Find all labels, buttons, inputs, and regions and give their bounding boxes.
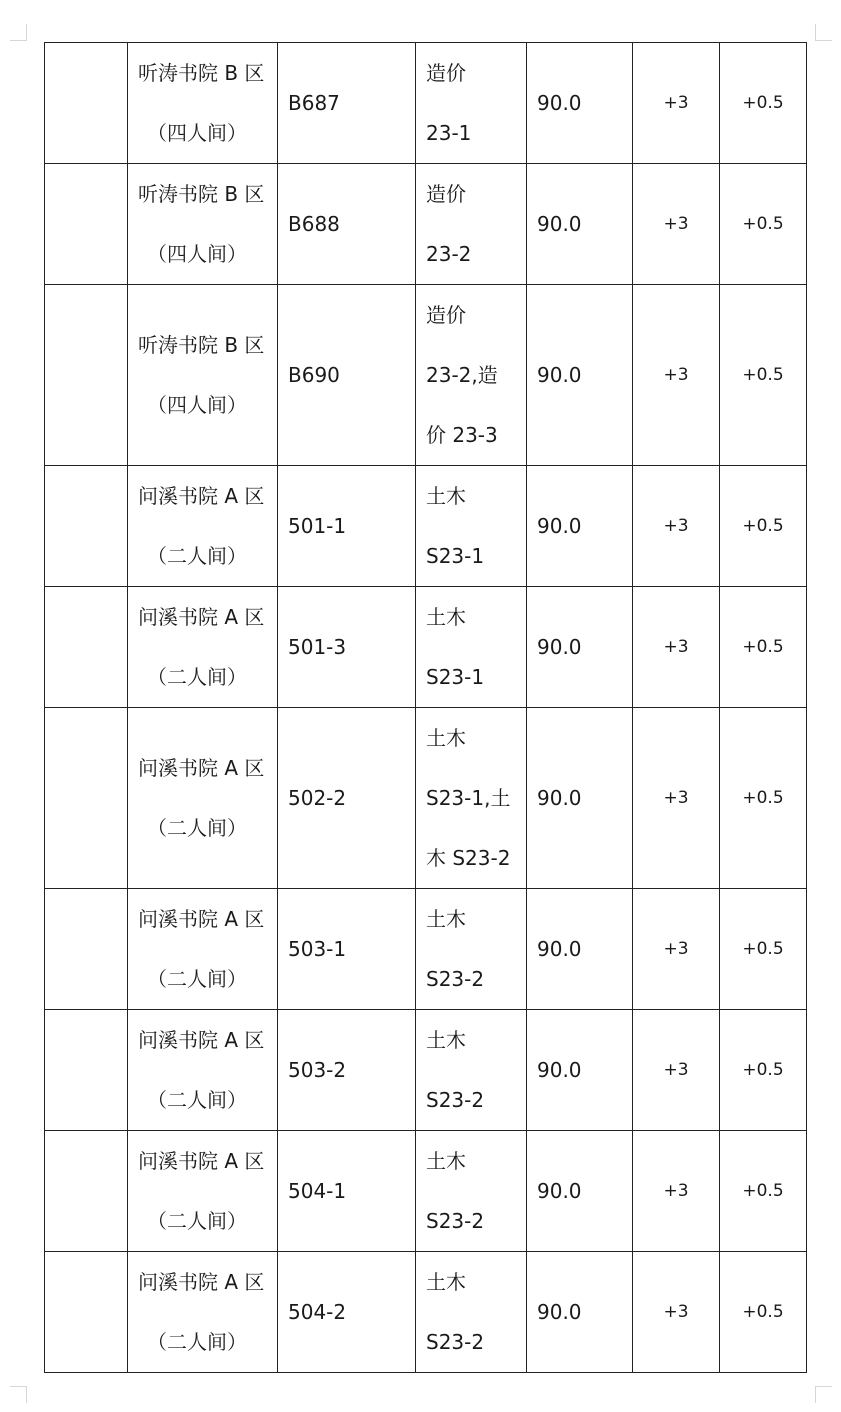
bonus-b: +0.5 [720, 708, 807, 889]
room-type: （二人间） [147, 1209, 247, 1233]
bonus-a: +3 [633, 889, 720, 1010]
class-cell [416, 43, 527, 164]
room-number: 501-1 [278, 466, 416, 587]
dorm-cell [128, 708, 278, 889]
class-line: S23-1,土 [426, 786, 511, 810]
empty-index-cell [45, 466, 128, 587]
bonus-b: +0.5 [720, 587, 807, 708]
room-number: 501-3 [278, 587, 416, 708]
class-line: 造价 [426, 303, 466, 327]
class-cell [416, 1252, 527, 1373]
class-cell [416, 708, 527, 889]
dorm-name: 听涛书院 B 区 [138, 61, 265, 85]
dorm-name: 问溪书院 A 区 [138, 1149, 265, 1173]
empty-index-cell [45, 587, 128, 708]
dorm-cell [128, 164, 278, 285]
room-type: （四人间） [147, 393, 247, 417]
room-number: 504-1 [278, 1131, 416, 1252]
class-line: 土木 [426, 1149, 466, 1173]
class-line: 土木 [426, 484, 466, 508]
table-row [45, 708, 807, 889]
bonus-b: +0.5 [720, 466, 807, 587]
class-cell [416, 587, 527, 708]
table-row [45, 285, 807, 466]
dorm-cell [128, 1010, 278, 1131]
empty-index-cell [45, 164, 128, 285]
class-line: S23-2 [426, 1209, 485, 1233]
room-number: 503-2 [278, 1010, 416, 1131]
class-line: 23-1 [426, 121, 472, 145]
class-line: S23-1 [426, 544, 485, 568]
dorm-cell [128, 587, 278, 708]
table-row [45, 1131, 807, 1252]
bonus-a: +3 [633, 43, 720, 164]
class-line: 土木 [426, 605, 466, 629]
room-number: 503-1 [278, 889, 416, 1010]
room-type: （二人间） [147, 816, 247, 840]
table-row [45, 1252, 807, 1373]
class-line: 土木 [426, 1270, 466, 1294]
dorm-name: 问溪书院 A 区 [138, 1270, 265, 1294]
score: 90.0 [527, 1010, 633, 1131]
class-cell [416, 466, 527, 587]
table-row [45, 587, 807, 708]
class-line: S23-2 [426, 1330, 485, 1354]
class-cell [416, 1010, 527, 1131]
class-line: 23-2 [426, 242, 472, 266]
room-type: （二人间） [147, 544, 247, 568]
score: 90.0 [527, 164, 633, 285]
room-type: （二人间） [147, 1330, 247, 1354]
dorm-cell [128, 889, 278, 1010]
empty-index-cell [45, 1131, 128, 1252]
empty-index-cell [45, 889, 128, 1010]
table-row [45, 466, 807, 587]
room-type: （二人间） [147, 967, 247, 991]
dorm-name: 听涛书院 B 区 [138, 333, 265, 357]
score: 90.0 [527, 285, 633, 466]
room-number: 504-2 [278, 1252, 416, 1373]
dorm-name: 问溪书院 A 区 [138, 605, 265, 629]
bonus-a: +3 [633, 1131, 720, 1252]
dorm-name: 听涛书院 B 区 [138, 182, 265, 206]
room-type: （四人间） [147, 121, 247, 145]
crop-mark-top-left [10, 24, 27, 41]
room-type: （二人间） [147, 665, 247, 689]
dorm-cell [128, 285, 278, 466]
class-cell [416, 889, 527, 1010]
dorm-cell [128, 466, 278, 587]
table-row [45, 889, 807, 1010]
bonus-b: +0.5 [720, 285, 807, 466]
bonus-a: +3 [633, 164, 720, 285]
class-line: 土木 [426, 907, 466, 931]
bonus-a: +3 [633, 466, 720, 587]
class-cell [416, 164, 527, 285]
crop-mark-bottom-left [10, 1386, 27, 1403]
class-line: 造价 [426, 61, 466, 85]
class-line: S23-2 [426, 1088, 485, 1112]
dorm-cell [128, 43, 278, 164]
bonus-b: +0.5 [720, 1010, 807, 1131]
bonus-a: +3 [633, 1010, 720, 1131]
class-cell [416, 285, 527, 466]
class-line: S23-2 [426, 967, 485, 991]
score: 90.0 [527, 587, 633, 708]
room-type: （二人间） [147, 1088, 247, 1112]
bonus-a: +3 [633, 708, 720, 889]
dorm-cell [128, 1252, 278, 1373]
bonus-a: +3 [633, 587, 720, 708]
dorm-name: 问溪书院 A 区 [138, 756, 265, 780]
bonus-b: +0.5 [720, 1252, 807, 1373]
score: 90.0 [527, 466, 633, 587]
class-line: 23-2,造 [426, 363, 498, 387]
room-number: B690 [278, 285, 416, 466]
class-line: 木 S23-2 [426, 846, 511, 870]
empty-index-cell [45, 1252, 128, 1373]
score: 90.0 [527, 708, 633, 889]
table-row [45, 43, 807, 164]
room-type: （四人间） [147, 242, 247, 266]
crop-mark-bottom-right [815, 1386, 832, 1403]
class-line: 造价 [426, 182, 466, 206]
bonus-a: +3 [633, 285, 720, 466]
dorm-cell [128, 1131, 278, 1252]
score: 90.0 [527, 1252, 633, 1373]
class-line: 价 23-3 [426, 423, 498, 447]
room-number: 502-2 [278, 708, 416, 889]
empty-index-cell [45, 285, 128, 466]
empty-index-cell [45, 43, 128, 164]
bonus-b: +0.5 [720, 889, 807, 1010]
dorm-name: 问溪书院 A 区 [138, 907, 265, 931]
score: 90.0 [527, 1131, 633, 1252]
crop-mark-top-right [815, 24, 832, 41]
bonus-b: +0.5 [720, 43, 807, 164]
class-line: 土木 [426, 1028, 466, 1052]
bonus-a: +3 [633, 1252, 720, 1373]
dormitory-score-table [44, 42, 807, 1373]
room-number: B687 [278, 43, 416, 164]
room-number: B688 [278, 164, 416, 285]
bonus-b: +0.5 [720, 1131, 807, 1252]
dorm-name: 问溪书院 A 区 [138, 1028, 265, 1052]
table-row [45, 1010, 807, 1131]
dorm-name: 问溪书院 A 区 [138, 484, 265, 508]
empty-index-cell [45, 708, 128, 889]
bonus-b: +0.5 [720, 164, 807, 285]
class-cell [416, 1131, 527, 1252]
score: 90.0 [527, 889, 633, 1010]
table-row [45, 164, 807, 285]
class-line: 土木 [426, 726, 466, 750]
score: 90.0 [527, 43, 633, 164]
class-line: S23-1 [426, 665, 485, 689]
empty-index-cell [45, 1010, 128, 1131]
